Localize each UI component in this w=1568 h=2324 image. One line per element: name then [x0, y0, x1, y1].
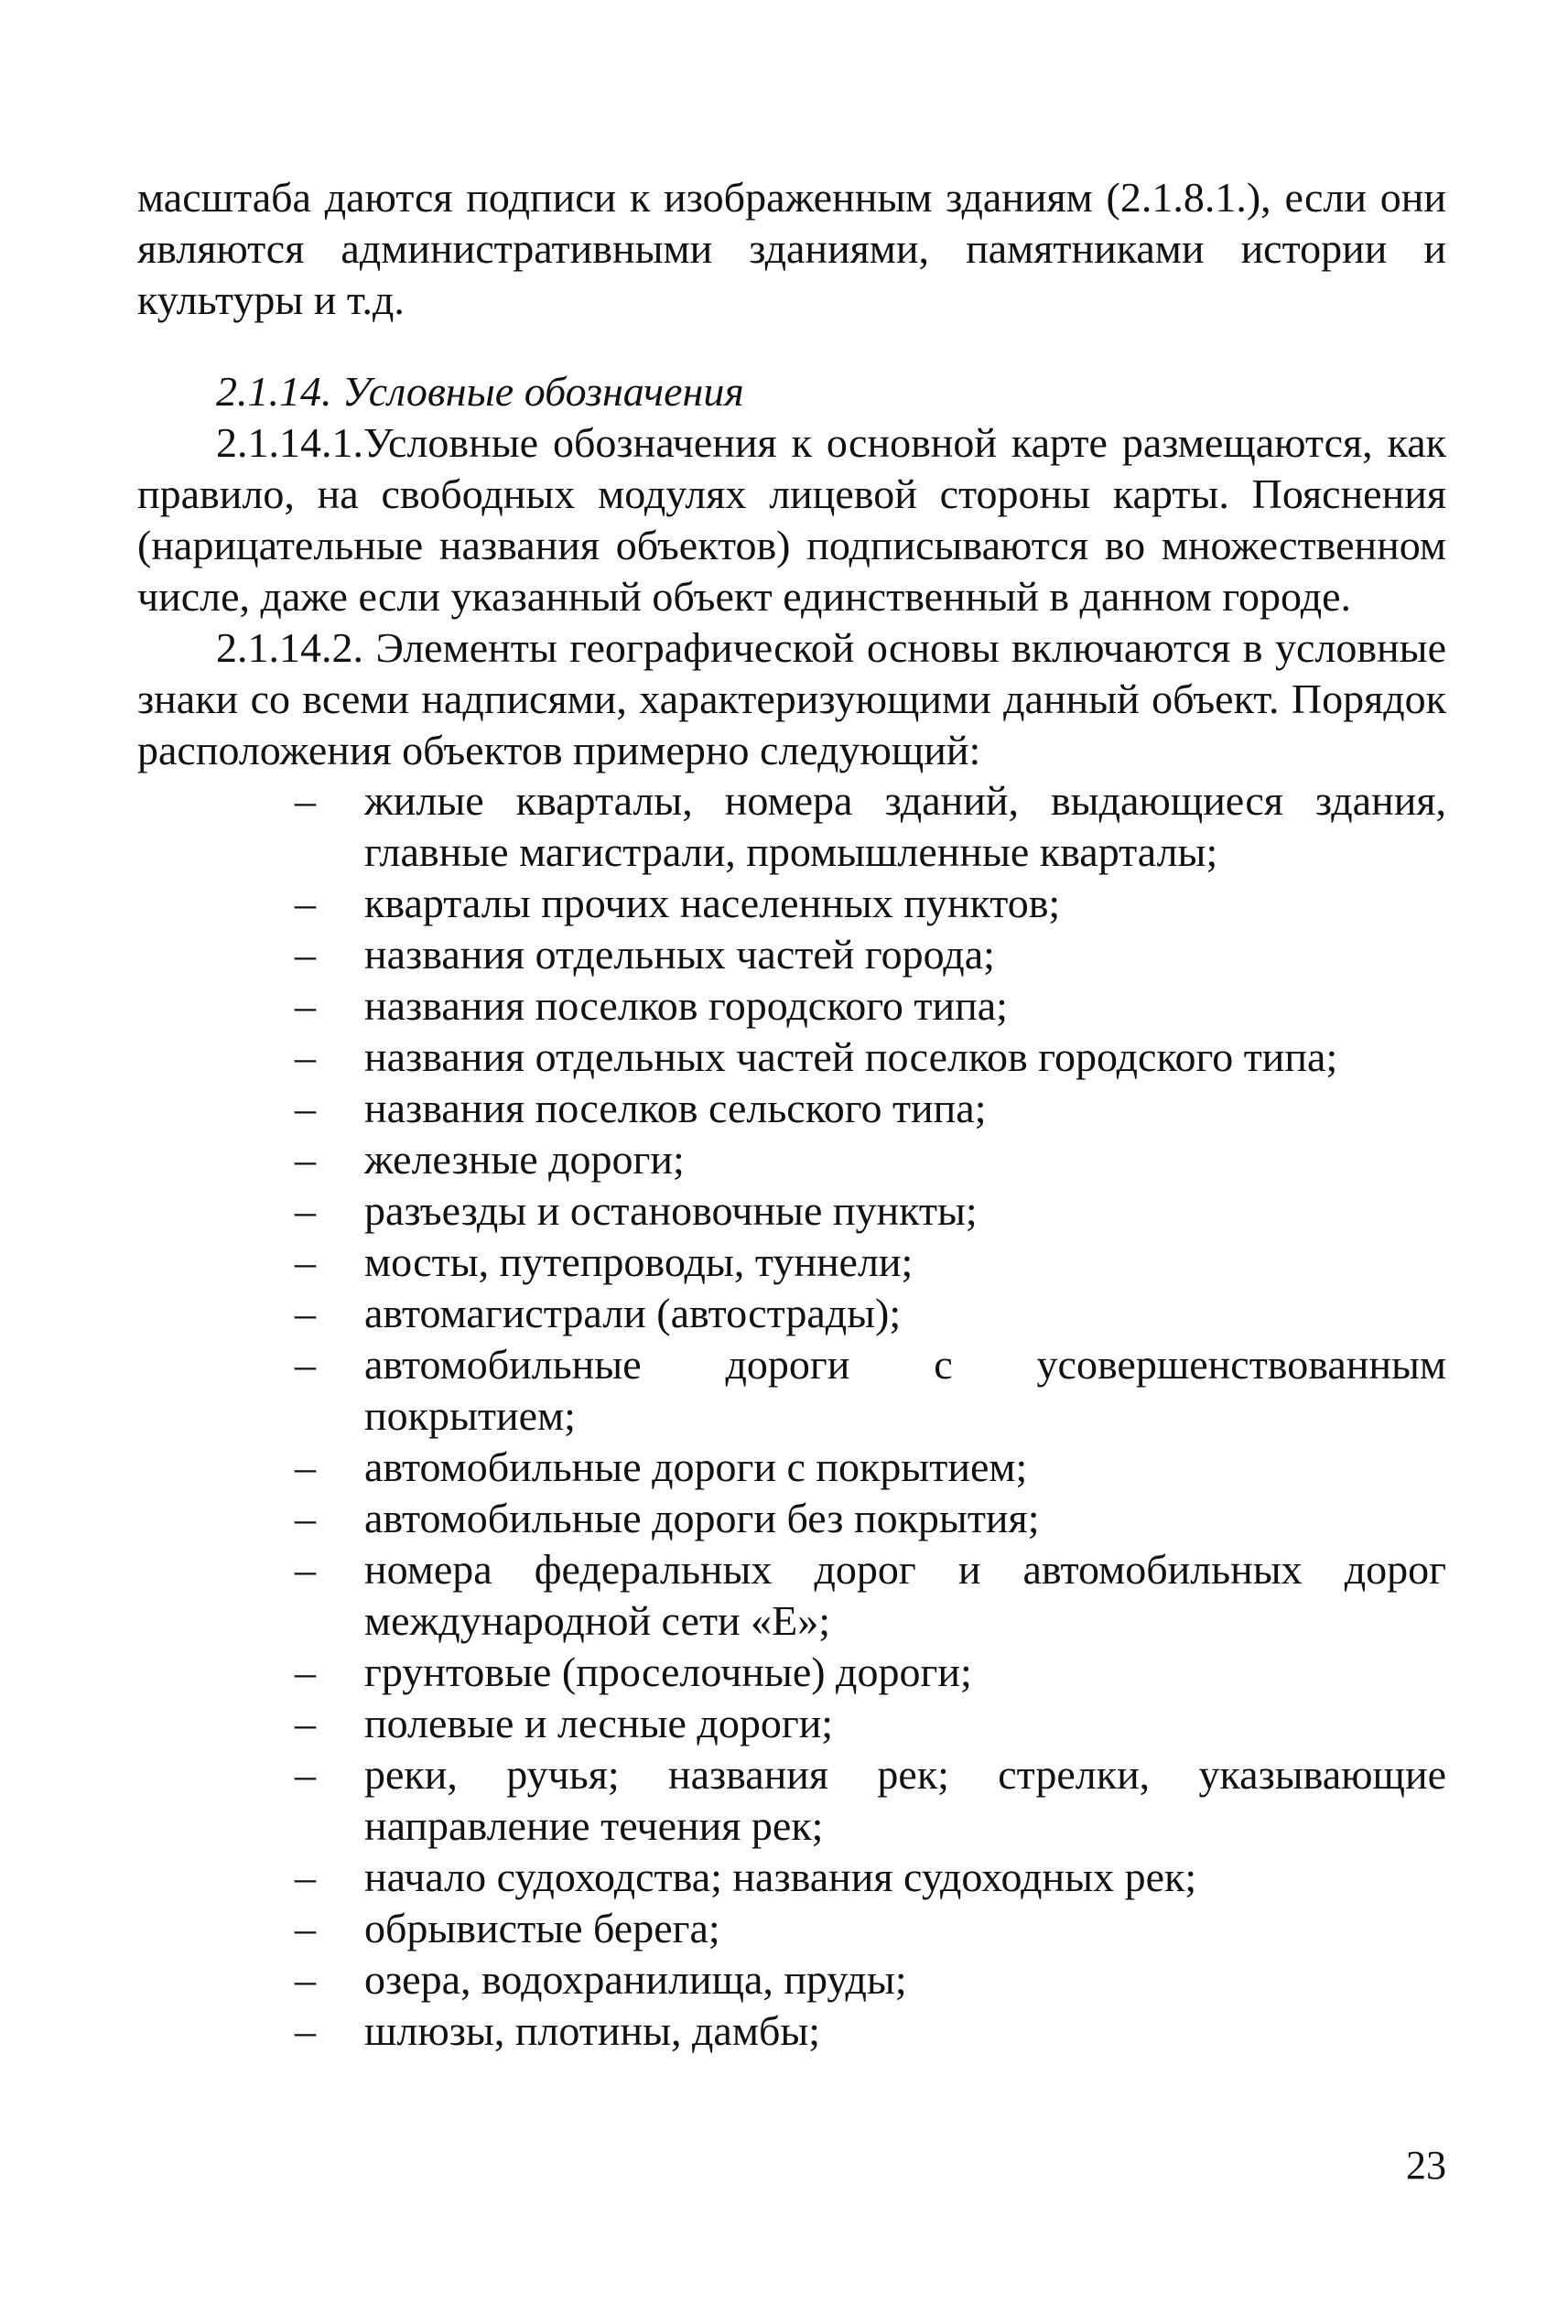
list-item	[0, 1185, 1568, 1237]
list-item-text: жилые кварталы, номера зданий, выдающиеся здания, главные магистрали, промышленные кварталы;	[364, 777, 1446, 875]
list-item-text: названия поселков сельского типа;	[364, 1085, 987, 1131]
list-item	[0, 1698, 1568, 1749]
list-item	[0, 878, 1568, 929]
list-item-text: озера, водохранилища, пруды;	[364, 1956, 907, 2003]
list-dash: –	[295, 2007, 316, 2054]
list-item-text: кварталы прочих населенных пунктов;	[364, 880, 1061, 926]
list-item-text: автомобильные дороги с усовершенствованным покрытием;	[364, 1341, 1446, 1439]
list-item-text: названия отдельных частей поселков городского типа;	[364, 1033, 1338, 1080]
list-item	[0, 1954, 1568, 2005]
list-item-text: разъезды и остановочные пункты;	[364, 1187, 978, 1234]
list-dash: –	[295, 1648, 316, 1695]
page-number: 23	[1406, 2143, 1446, 2188]
paragraph-2-1-14-2: 2.1.14.2. Элементы географической основы включаются в условные знаки со всеми надписями, характеризующими данный объект. Порядок расположения объектов примерно следующий:	[137, 624, 1446, 773]
list-item-text: названия отдельных частей города;	[364, 931, 995, 978]
list-item	[0, 1493, 1568, 1544]
list-item	[0, 1237, 1568, 1288]
list-dash: –	[295, 1854, 316, 1900]
intro-paragraph: масштаба даются подписи к изображенным зданиям (2.1.8.1.), если они являются административными зданиями, памятниками истории и культуры и т.д.	[137, 174, 1446, 323]
list-dash: –	[295, 1033, 316, 1080]
list-item-text: грунтовые (проселочные) дороги;	[364, 1648, 972, 1695]
list-item-text: мосты, путепроводы, туннели;	[364, 1238, 914, 1285]
list-item-text: автомобильные дороги без покрытия;	[364, 1495, 1040, 1541]
list-item-text: реки, ручья; названия рек; стрелки, указывающие направление течения рек;	[364, 1751, 1446, 1849]
list-item	[0, 1544, 1568, 1647]
list-dash: –	[295, 931, 316, 978]
list-item	[0, 2005, 1568, 2057]
list-dash: –	[295, 1341, 316, 1388]
list-item-text: шлюзы, плотины, дамбы;	[364, 2007, 821, 2054]
list-dash: –	[295, 1136, 316, 1183]
list-item-text: начало судоходства; названия судоходных рек;	[364, 1854, 1197, 1900]
list-dash: –	[295, 1905, 316, 1951]
list-item	[0, 1032, 1568, 1083]
paragraph-2-1-14-1: 2.1.14.1.Условные обозначения к основной карте размещаются, как правило, на свободных модулях лицевой стороны карты. Пояснения (нарицательные названия объектов) подписываются во множественном числе, даже если указанный объект единственный в данном городе.	[137, 419, 1446, 620]
list-item-text: номера федеральных дорог и автомобильных дорог международной сети «Е»;	[364, 1546, 1446, 1644]
list-dash: –	[295, 880, 316, 926]
list-item	[0, 1288, 1568, 1339]
list-dash: –	[295, 1238, 316, 1285]
list-item	[0, 1083, 1568, 1134]
list-item	[0, 980, 1568, 1032]
list-item	[0, 1442, 1568, 1493]
list-dash: –	[295, 1495, 316, 1541]
list-dash: –	[295, 1546, 316, 1593]
list-dash: –	[295, 777, 316, 824]
list-dash: –	[295, 1443, 316, 1490]
list-dash: –	[295, 1290, 316, 1336]
list-item	[0, 1134, 1568, 1185]
list-item-text: названия поселков городского типа;	[364, 982, 1008, 1029]
section-heading: 2.1.14. Условные обозначения	[216, 368, 744, 415]
list-item-text: железные дороги;	[364, 1136, 685, 1183]
legend-order-list	[0, 775, 1568, 2057]
list-dash: –	[295, 1187, 316, 1234]
list-item	[0, 1852, 1568, 1903]
list-dash: –	[295, 982, 316, 1029]
list-dash: –	[295, 1956, 316, 2003]
list-item-text: автомагистрали (автострады);	[364, 1290, 902, 1336]
list-item	[0, 929, 1568, 980]
list-item-text: автомобильные дороги с покрытием;	[364, 1443, 1028, 1490]
list-item	[0, 775, 1568, 878]
list-item	[0, 1903, 1568, 1954]
list-item	[0, 1647, 1568, 1698]
list-dash: –	[295, 1085, 316, 1131]
list-dash: –	[295, 1751, 316, 1798]
list-item	[0, 1339, 1568, 1442]
list-dash: –	[295, 1700, 316, 1746]
list-item-text: полевые и лесные дороги;	[364, 1700, 834, 1746]
list-item	[0, 1749, 1568, 1852]
list-item-text: обрывистые берега;	[364, 1905, 720, 1951]
